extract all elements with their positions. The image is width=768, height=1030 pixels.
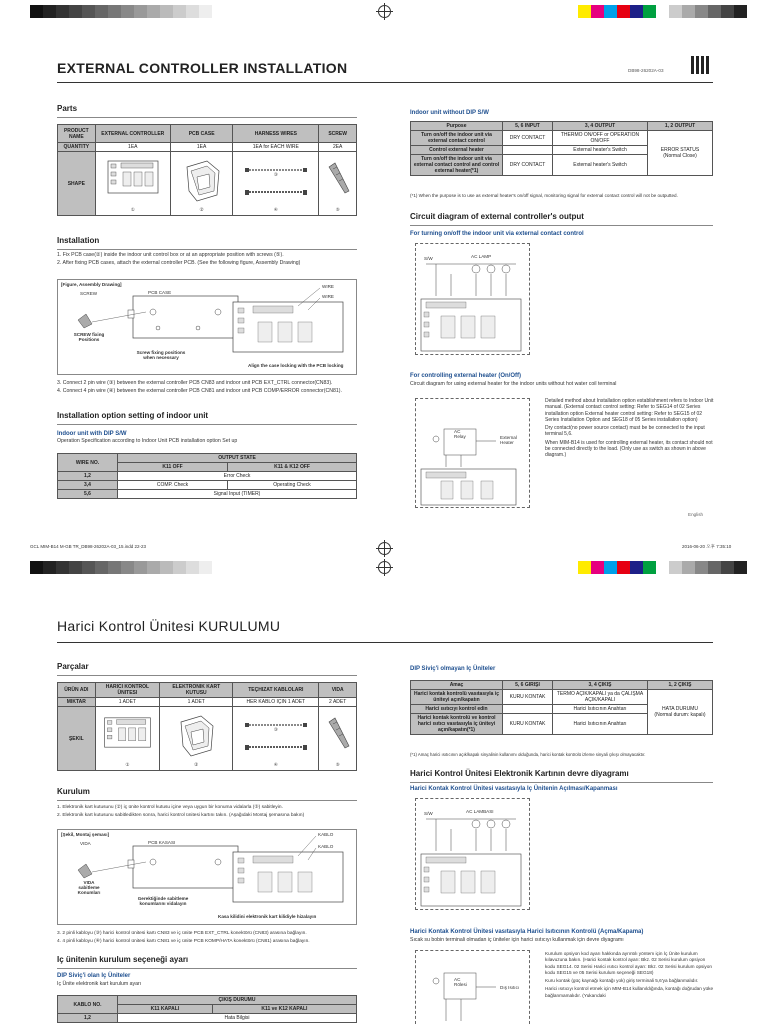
part-number: ① [130,207,135,212]
circuit-heading-tr: Harici Kontrol Ünitesi Elektronik Kartının devre diyagramı [410,769,629,778]
nodip-cell: KURU KONTAK [503,714,553,735]
install-heading-tr: Kurulum [57,787,90,796]
dip-cell: Operating Check [228,481,357,490]
note-item: Kuru kontak (güç kaynağı kontağı yok) giriş terminali 5,6'ya bağlanmalıdır. [545,978,699,984]
install-step: 1. Fix PCB case(②) inside the indoor unit control box or at an appropriate position with screws (⑤). [57,252,284,258]
qty-cell: 1 ADET [160,698,233,707]
case-shape [170,152,232,216]
nodip-cell: Harici Isıtıcının Anahtarı [553,705,648,714]
qr-code [691,56,709,74]
external-heater-label: External Heater [500,435,517,445]
pcb-case-icon [171,712,221,764]
dip-heading: Indoor unit with DIP S/W [57,431,127,437]
parts-header: EXTERNAL CONTROLLER [95,125,170,143]
registration-mark [378,5,391,18]
dip-table [57,453,357,499]
section-rule [410,225,713,226]
screw-label: SCREW [80,291,98,296]
external-heater-label: Dış Isıtıcı [500,985,520,990]
parts-header: ÜRÜN ADI [58,683,96,698]
k11-off-header: K11 OFF [118,463,228,472]
file-info-right: 2016-06-20 오후 7:35:10 [682,544,732,549]
connect-step: 4. Connect 4 pin wire (④) between the external controller PCB CN81 and indoor unit PCB COMP/ERROR connector(CN81). [57,388,342,394]
ac-lamp-label: AC LAMBASI [466,809,494,814]
option-heading-tr: Iç ünitenin kurulum seçeneği ayarı [57,955,189,964]
nodip-table-tr [410,680,713,735]
doc-code: DB98-26202A-03 [628,68,664,73]
qty-label: MIKTAR [58,698,96,707]
heater-sub-tr: Harici Kontak Kontrol Ünitesi vasıtasıyla Harici Isıtıcının Kontrolü (Açma/Kapama) [410,929,644,935]
align-label: Kasa kilidini elektronik kart kilidiyle hizalayın [218,914,317,919]
nodip-cell: External heater's Switch [553,155,648,176]
nodip-cell: THERMO ON/OFF or OPERATION ON/OFF [553,131,648,146]
k11-k12-off-header: K11 ve K12 KAPALI [212,1005,356,1014]
section-rule [57,675,357,676]
dip-cell: Error Check [118,472,357,481]
screw-fixing-pos-label: Gerektiğinde sabitleme konumlarını vidalayın [137,896,189,906]
qty-cell: 2 ADET [319,698,357,707]
assembly-figure [57,279,357,375]
footnote: (*1) Amaç harici ısıtıcının açık/kapalı sinyalinin kullanımı olduğunda, harici kontak kontrolü izleme sinyali çıkışı olmayacaktır. [410,752,646,757]
title-rule [57,82,713,83]
connect-step: 3. Connect 2 pin wire (③) between the external controller PCB CN83 and indoor unit PCB EXT_CTRL connector(CN83). [57,380,333,386]
qty-cell: 1EA for EACH WIRE [233,143,319,152]
parts-header: TEÇHIZAT KABLOLARI [233,683,319,698]
install-step: 1. Elektronik kart kutusunu (②) iç ünite kontrol kutusu içine veya uygun bir konuma vidalarla (⑤) sabitleyin. [57,805,283,810]
screw-shape [319,152,357,216]
footnote: (*1) When the purpose is to use as external heater's on/off signal, monitoring signal for external contact control will not be outputted. [410,193,678,198]
pcb-icon [103,157,163,209]
purpose-cell: Harici kontak kontrolü ve kontrol harici ısıtıcı vasıtasıyla iç üniteyi açın/kapatın(*1) [411,714,503,735]
wire-no-cell: 5,6 [58,490,118,499]
wires-shape [233,152,319,216]
part-number: ⑤ [335,207,340,212]
shape-label: SHAPE [58,152,96,216]
screw-icon [323,157,353,209]
dip-table-tr [57,995,357,1023]
purpose-cell: Harici kontak kontrolü vasıtasıyla iç üniteyi açın/kapatın [411,690,503,705]
nodip-header: 1, 2 ÇIKIŞ [648,681,713,690]
wire-no-cell: 3,4 [58,481,118,490]
shape-label: ŞEKIL [58,707,96,771]
wire-label: WIRE [322,284,334,289]
assembly-figure-tr [57,829,357,925]
qty-cell: HER KABLO IÇIN 1 ADET [233,698,319,707]
heater-diagram-tr [415,950,530,1024]
circuit-heading: Circuit diagram of external controller's output [410,212,584,221]
parts-header: ELEKTRONIK KART KUTUSU [160,683,233,698]
part-number: ④ [273,762,278,767]
qty-cell: 2EA [319,143,357,152]
part-number: ② [194,762,199,767]
purpose-cell: Control external heater [411,146,503,155]
error-status-cell: HATA DURUMU (Normal durum: kapalı) [648,690,713,735]
heater-diagram [415,398,530,508]
error-status-cell: ERROR STATUS (Normal Close) [648,131,713,176]
section-rule [410,782,713,783]
qty-cell: 1EA [95,143,170,152]
section-rule [57,800,357,801]
notes-list [545,398,715,459]
qty-cell: 1 ADET [95,698,160,707]
note-item: Dry contact(no power source contact) must be be connected to the input terminal 5,6. [545,425,705,438]
nodip-header: Purpose [411,122,503,131]
heater-sub: For controlling external heater (On/Off) [410,373,522,379]
wire-no-cell: 1,2 [58,1014,118,1023]
connect-step: 4. 4 pinli kabloyu (④) harici kontrol ünitesi kartı CN81 ve iç ünite PCB KOMP/HATA konektörü (CN81) arasına bağlayın. [57,939,310,944]
section-rule [57,424,357,425]
nodip-cell: External heater's Switch [553,146,648,155]
assembly-drawing [58,280,358,376]
part-number: ④ [273,207,278,212]
parts-header: HARNESS WIRES [233,125,319,143]
parts-header: PCB CASE [170,125,232,143]
note-item: Detailed method about Installation option establishment refers to Indoor Unit manual. (External contact control setting: Refer to SEG14 of 02 Series installation option External heater control setting: Refer to SEG15 of 02 Series Installation Option and SEG18 of 05 Series installation option) [545,398,714,423]
nodip-header: 5, 6 INPUT [503,122,553,131]
screw-fixing-label: SCREW fixing Positions [73,332,105,342]
controller-shape [95,707,160,771]
purpose-cell: Harici ısıtıcıyı kontrol edin [411,705,503,714]
nodip-cell: KURU KONTAK [503,690,553,705]
qty-label: QUANTITY [58,143,96,152]
pcb-case-icon [177,157,227,209]
screw-fixing-label: VIDA sabitleme Konumları [77,880,101,895]
nodip-table [410,121,713,176]
screw-fixing-pos-label: Screw fixing positions when necessary [136,350,186,360]
connect-step: 3. 2 pinli kabloyu (③) harici kontrol ünitesi kartı CN83 ve iç ünite PCB EXT_CTRL konektörü (CN83) arasına bağlayın. [57,931,307,936]
dip-text: Operation Specification according to Indoor Unit PCB installation option Set up [57,438,238,444]
ac-lamp-label: AC LAMP [471,254,492,259]
section-rule [57,117,357,118]
nodip-cell: DRY CONTACT [503,155,553,176]
heater-text-tr: Sıcak su bobin terminali olmadan iç üniteler için harici ısıtıcıyı kullanmak için devre diyagramı [410,937,624,943]
align-label: Align the case locking with the PCB locking [248,363,344,368]
screw-label: VIDA [80,841,91,846]
parts-table [57,124,357,216]
part-number: ② [199,207,204,212]
wire-label: KABLO [318,832,334,837]
purpose-cell: Turn on/off the indoor unit via external contact control [411,131,503,146]
registration-mark [378,542,391,555]
dip-cell: Signal Input (TIMER) [118,490,357,499]
parts-header: HARICI KONTROL ÜNITESI [95,683,160,698]
note-item: When MIM-B14 is used for controlling external heater, its contact should not be connected directly to the load. (Only use as switch as shown in above diagram.) [545,439,713,459]
nodip-header: 3, 4 OUTPUT [553,122,648,131]
controller-shape [95,152,170,216]
note-item: Harici ısıtıcıyı kontrol etmek için MIM-B14 kullanıldığında, kontağı doğrudan yüke bağlanmamalıdır. (Yukarıdaki [545,986,714,998]
qty-cell: 1EA [170,143,232,152]
dip-cell: Hata Bilgisi [118,1014,357,1023]
output-state-header: OUTPUT STATE [118,454,357,463]
install-step: 2. After fixing PCB cases, attach the external controller PCB. (See the following figure, Assembly Drawing) [57,260,301,266]
registration-mark [378,561,391,574]
page-title: EXTERNAL CONTROLLER INSTALLATION [57,60,348,76]
wire-no-header: KABLO NO. [58,996,118,1014]
grayscale-bar-left [30,5,225,18]
notes-list-tr [545,951,715,1024]
wires-shape [233,707,319,771]
circuit-diagram-tr [415,798,530,910]
screw-shape [319,707,357,771]
pcb-case-label: PCB KASASI [148,840,176,845]
section-rule [57,249,357,250]
wire-no-cell: 1,2 [58,472,118,481]
parts-header: VIDA [319,683,357,698]
harness-wire-icon [241,157,311,209]
install-step: 2. Elektronik kart kutusunu sabitledikten sonra, harici kontrol ünitesi kartını takın. (Aşağıdaki Montaj şemasına bakın) [57,813,305,818]
circuit-sub-tr: Harici Kontak Kontrol Ünitesi vasıtasıyla Iç Ünitenin Açılması/Kapanması [410,786,618,792]
dip-heading-tr: DIP Siviç'i olan Iç Üniteler [57,973,131,979]
figure-label: [Figure, Assembly Drawing] [61,282,122,287]
case-shape [160,707,233,771]
circuit-drawing [416,799,531,911]
section-rule [57,968,357,969]
sw-label: S/W [424,256,433,261]
harness-wire-icon [241,712,311,764]
pcb-case-label: PCB CASE [148,290,172,295]
part-number: ① [125,762,130,767]
note-item: Kurulum opsiyon kod ayarı hakkında ayrıntılı yöntem için İç Ünite kurulum kılavuzuna bakın. (Harici kontak kontrol ayarı: Bkz. 02 Serisi kurulum opsiyon kodu SEG14. 02 Serisi Harici ısıtıcı kontrol ayarı: Bkz. 02 Serisi kurulum opsiyon kodu SEG15 ve 05 Serisi kurulum seçeneği SEG18) [545,951,712,975]
pcb-icon [100,712,155,764]
wire-label: KABLO [318,844,334,849]
color-bar-right [578,5,747,18]
part-number: ③ [273,172,278,177]
ac-relay-label: AC Rölesi [454,977,467,987]
file-info-left: GCL MIM-B14 M-GB TR_DB98-26202A-03_15.indd 22-23 [30,544,147,549]
sw-label: S/W [424,811,433,816]
wire-no-header: WIRE NO. [58,454,118,472]
nodip-cell: Harici Isıtıcının Anahtarı [553,714,648,735]
heater-text: Circuit diagram for using external heater for the indoor units without hot water coil terminal [410,381,617,387]
nodip-cell [503,146,553,155]
part-number: ⑤ [335,762,340,767]
color-bar-right [578,561,747,574]
install-heading: Installation [57,236,100,245]
nodip-heading: Indoor unit without DIP S/W [410,110,489,116]
nodip-heading-tr: DIP Siviç'i olmayan Iç Üniteler [410,666,496,672]
nodip-cell: DRY CONTACT [503,131,553,146]
purpose-cell: Turn on/off the indoor unit via external contact control and control external heater(*1) [411,155,503,176]
nodip-cell [503,705,553,714]
circuit-drawing [416,244,531,356]
nodip-header: Amaç [411,681,503,690]
part-number: ③ [273,727,278,732]
parts-table-tr [57,682,357,771]
k11-off-header: K11 KAPALI [118,1005,213,1014]
circuit-diagram-1 [415,243,530,355]
parts-heading: Parts [57,104,78,113]
parts-header: SCREW [319,125,357,143]
figure-label: [Şekil, Montaj şeması] [61,832,109,837]
wire-label: WIRE [322,294,334,299]
parts-header: PRODUCT NAME [58,125,96,143]
nodip-header: 5, 6 GIRIŞI [503,681,553,690]
grayscale-bar-left [30,561,225,574]
page-title-tr: Harici Kontrol Ünitesi KURULUMU [57,618,281,634]
nodip-header: 3, 4 ÇIKIŞ [553,681,648,690]
parts-heading-tr: Parçalar [57,662,89,671]
output-state-header: ÇIKIŞ DURUMU [118,996,357,1005]
language-label: English [688,512,704,517]
nodip-cell: TERMO AÇIK/KAPALI ya da ÇALIŞMA AÇIK/KAPALI [553,690,648,705]
screw-icon [323,712,353,764]
title-rule [57,642,713,643]
dip-text-tr: Iç Ünite elektronik kart kurulum ayarı [57,981,142,987]
ac-relay-label: AC Relay [454,429,466,439]
dip-cell: COMP. Check [118,481,228,490]
k11-k12-off-header: K11 & K12 OFF [228,463,357,472]
nodip-header: 1, 2 OUTPUT [648,122,713,131]
heater-drawing [416,399,531,509]
option-heading: Installation option setting of indoor unit [57,411,209,420]
assembly-drawing [58,830,358,926]
circuit-sub: For turning on/off the indoor unit via external contact control [410,231,584,237]
